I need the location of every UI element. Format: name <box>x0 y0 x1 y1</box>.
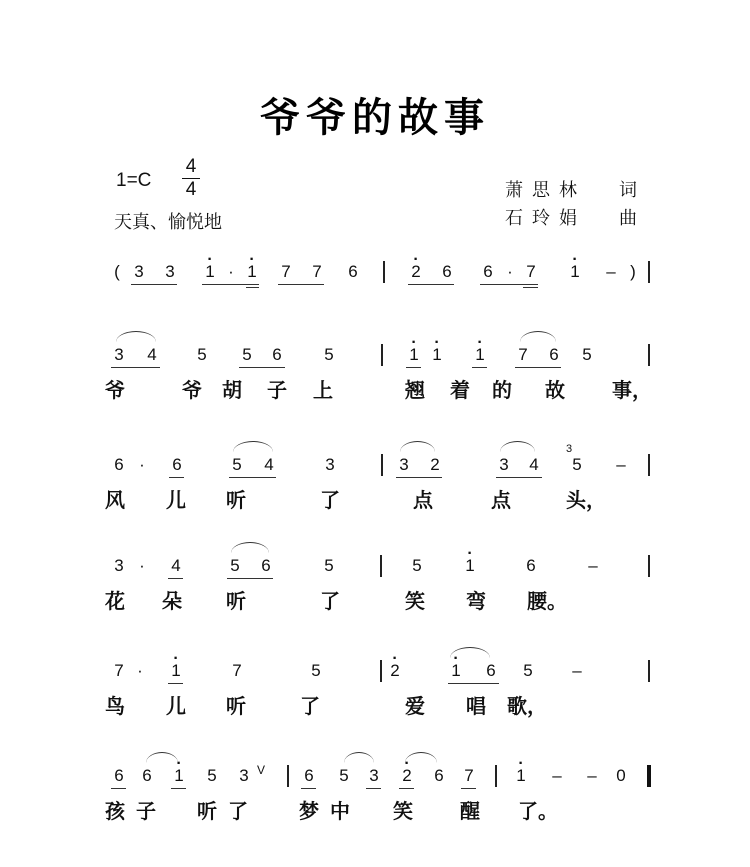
note: 6 <box>549 345 559 364</box>
lyric: 风 <box>105 488 125 512</box>
note: 6 <box>114 455 124 474</box>
eighth-underline <box>399 788 414 789</box>
lyric: 醒 <box>460 799 480 823</box>
note: – <box>572 661 582 680</box>
slur <box>116 331 156 342</box>
lyricist-credit <box>505 176 637 202</box>
lyric: 上 <box>313 378 333 402</box>
high-octave-note: · 1 <box>172 766 186 786</box>
note: 5 <box>412 556 422 575</box>
note: 5 <box>324 556 334 575</box>
note: 7 <box>526 262 536 281</box>
note: 6 <box>172 455 182 474</box>
barline <box>381 344 383 366</box>
eighth-underline <box>472 367 487 368</box>
note: 4 <box>171 556 181 575</box>
lyricist-role: 词 <box>619 180 637 201</box>
lyric: 点 <box>491 488 511 512</box>
note: – <box>588 556 598 575</box>
note: V <box>256 763 265 777</box>
slur <box>233 441 273 452</box>
time-signature-top: 4 <box>185 156 197 177</box>
high-octave-note: · 1 <box>430 345 444 365</box>
note: 6 <box>442 262 452 281</box>
lyric: 听 <box>226 589 246 613</box>
lyric: 笑 <box>393 799 413 823</box>
lyric: 爷 <box>182 378 202 402</box>
slur <box>231 542 269 553</box>
note: 5 <box>324 345 334 364</box>
high-octave-note: · 1 <box>245 262 259 282</box>
note: 6 <box>348 262 358 281</box>
note: – <box>616 455 626 474</box>
note: 6 <box>261 556 271 575</box>
barline <box>381 454 383 476</box>
high-octave-note: · 2 <box>400 766 414 786</box>
eighth-underline <box>169 477 184 478</box>
lyric: 了。 <box>518 799 558 823</box>
high-octave-note: · 2 <box>409 262 423 282</box>
eighth-underline <box>523 287 538 288</box>
barline <box>648 555 650 577</box>
lyric: 了 <box>320 589 340 613</box>
lyric: 子 <box>136 799 156 823</box>
lyric: 唱 <box>466 694 486 718</box>
lyric: 翘 <box>405 378 425 402</box>
note: 7 <box>114 661 124 680</box>
lyric: 笑 <box>405 589 425 613</box>
note: 3 <box>499 455 509 474</box>
note: · <box>507 262 513 281</box>
lyric: 着 <box>450 378 470 402</box>
note: 3 <box>325 455 335 474</box>
note: 6 <box>142 766 152 785</box>
lyric: 爱 <box>405 694 425 718</box>
note: ) <box>630 262 636 281</box>
lyric: 爷 <box>105 378 125 402</box>
eighth-underline <box>111 367 160 368</box>
note: 3 <box>369 766 379 785</box>
eighth-underline <box>480 284 538 285</box>
high-octave-note: · 1 <box>407 345 421 365</box>
composer-role: 曲 <box>619 208 637 229</box>
note: · <box>228 262 234 281</box>
lyric: 头， <box>566 488 606 512</box>
note: 6 <box>304 766 314 785</box>
lyric: 胡 <box>222 378 242 402</box>
high-octave-note: · 1 <box>514 766 528 786</box>
note: 7 <box>281 262 291 281</box>
lyric: 鸟 <box>105 694 125 718</box>
note: 5 <box>523 661 533 680</box>
eighth-underline <box>229 477 276 478</box>
eighth-underline <box>461 788 476 789</box>
barline <box>287 765 289 787</box>
high-octave-note: · 1 <box>473 345 487 365</box>
high-octave-note: · 1 <box>463 556 477 576</box>
note: 6 <box>483 262 493 281</box>
lyric: 故 <box>545 378 565 402</box>
note: – <box>606 262 616 281</box>
note: · <box>139 556 145 575</box>
lyricist-name: 萧思林 <box>505 180 586 201</box>
song-title: 爷爷的故事 <box>260 94 490 141</box>
note: 4 <box>529 455 539 474</box>
note: 3 <box>239 766 249 785</box>
note: 5 <box>242 345 252 364</box>
lyric: 儿 <box>166 694 186 718</box>
eighth-underline <box>168 578 183 579</box>
barline <box>648 454 650 476</box>
composer-credit <box>505 204 637 230</box>
lyric: 孩 <box>105 799 125 823</box>
lyric: 儿 <box>166 488 186 512</box>
eighth-underline <box>131 284 177 285</box>
note: – <box>552 766 562 785</box>
barline <box>383 261 385 283</box>
note: 3 <box>114 556 124 575</box>
lyric: 听 <box>197 799 217 823</box>
note: 0 <box>616 766 626 785</box>
eighth-underline <box>448 683 499 684</box>
barline <box>495 765 497 787</box>
note: 4 <box>264 455 274 474</box>
note: 6 <box>272 345 282 364</box>
note: 5 <box>572 455 582 474</box>
eighth-underline <box>515 367 561 368</box>
lyric: 点 <box>413 488 433 512</box>
barline <box>648 660 650 682</box>
note: 6 <box>434 766 444 785</box>
note: 5 <box>582 345 592 364</box>
note: 3 <box>399 455 409 474</box>
note: 5 <box>230 556 240 575</box>
eighth-underline <box>171 788 186 789</box>
lyric: 听 <box>226 694 246 718</box>
eighth-underline <box>496 477 542 478</box>
composer-name: 石玲娟 <box>505 208 586 229</box>
note: 6 <box>526 556 536 575</box>
lyric: 花 <box>105 589 125 613</box>
eighth-underline <box>111 788 126 789</box>
eighth-underline <box>408 284 454 285</box>
high-octave-note: · 1 <box>203 262 217 282</box>
lyric: 腰。 <box>527 589 567 613</box>
note: 3 <box>114 345 124 364</box>
eighth-underline <box>406 367 421 368</box>
lyric: 听 <box>226 488 246 512</box>
note: ( <box>114 262 120 281</box>
note: · <box>137 661 143 680</box>
slur <box>344 752 374 763</box>
lyric: 歌， <box>507 694 547 718</box>
slur <box>520 331 556 342</box>
high-octave-note: · 1 <box>568 262 582 282</box>
note: 5 <box>311 661 321 680</box>
eighth-underline <box>168 683 183 684</box>
note: 7 <box>312 262 322 281</box>
eighth-underline <box>396 477 442 478</box>
lyric: 的 <box>492 378 512 402</box>
eighth-underline <box>278 284 324 285</box>
lyric: 朵 <box>162 589 182 613</box>
note: 5 <box>339 766 349 785</box>
tempo-marking: 天真、愉悦地 <box>114 212 222 233</box>
slur <box>400 441 435 452</box>
lyric: 弯 <box>466 589 486 613</box>
barline <box>648 344 650 366</box>
key-signature: 1=C <box>116 170 152 191</box>
eighth-underline <box>246 287 259 288</box>
lyric: 了 <box>228 799 248 823</box>
lyric: 事， <box>612 378 652 402</box>
eighth-underline <box>366 788 381 789</box>
eighth-underline <box>239 367 285 368</box>
barline <box>648 261 650 283</box>
note: 5 <box>197 345 207 364</box>
lyric: 子 <box>267 378 287 402</box>
note: 5 <box>232 455 242 474</box>
high-octave-note: · 1 <box>449 661 463 681</box>
note: 4 <box>147 345 157 364</box>
note: 7 <box>232 661 242 680</box>
time-signature-bottom: 4 <box>185 179 197 200</box>
eighth-underline <box>202 284 259 285</box>
barline <box>380 660 382 682</box>
note: 2 <box>430 455 440 474</box>
note: 6 <box>114 766 124 785</box>
lyric: 中 <box>330 799 350 823</box>
time-signature <box>181 156 201 201</box>
lyric: 了 <box>320 488 340 512</box>
note: 6 <box>486 661 496 680</box>
high-octave-note: · 2 <box>388 661 402 681</box>
slur <box>500 441 535 452</box>
high-octave-note: · 1 <box>169 661 183 681</box>
note: 3 <box>165 262 175 281</box>
note: – <box>587 766 597 785</box>
note: 7 <box>464 766 474 785</box>
note: 7 <box>518 345 528 364</box>
lyric: 梦 <box>299 799 319 823</box>
note: · <box>139 455 145 474</box>
eighth-underline <box>301 788 316 789</box>
note: 3 <box>134 262 144 281</box>
note: 5 <box>207 766 217 785</box>
barline <box>380 555 382 577</box>
final-barline <box>647 765 651 787</box>
lyric: 了 <box>300 694 320 718</box>
eighth-underline <box>227 578 273 579</box>
grace-note: 3 <box>566 443 573 455</box>
